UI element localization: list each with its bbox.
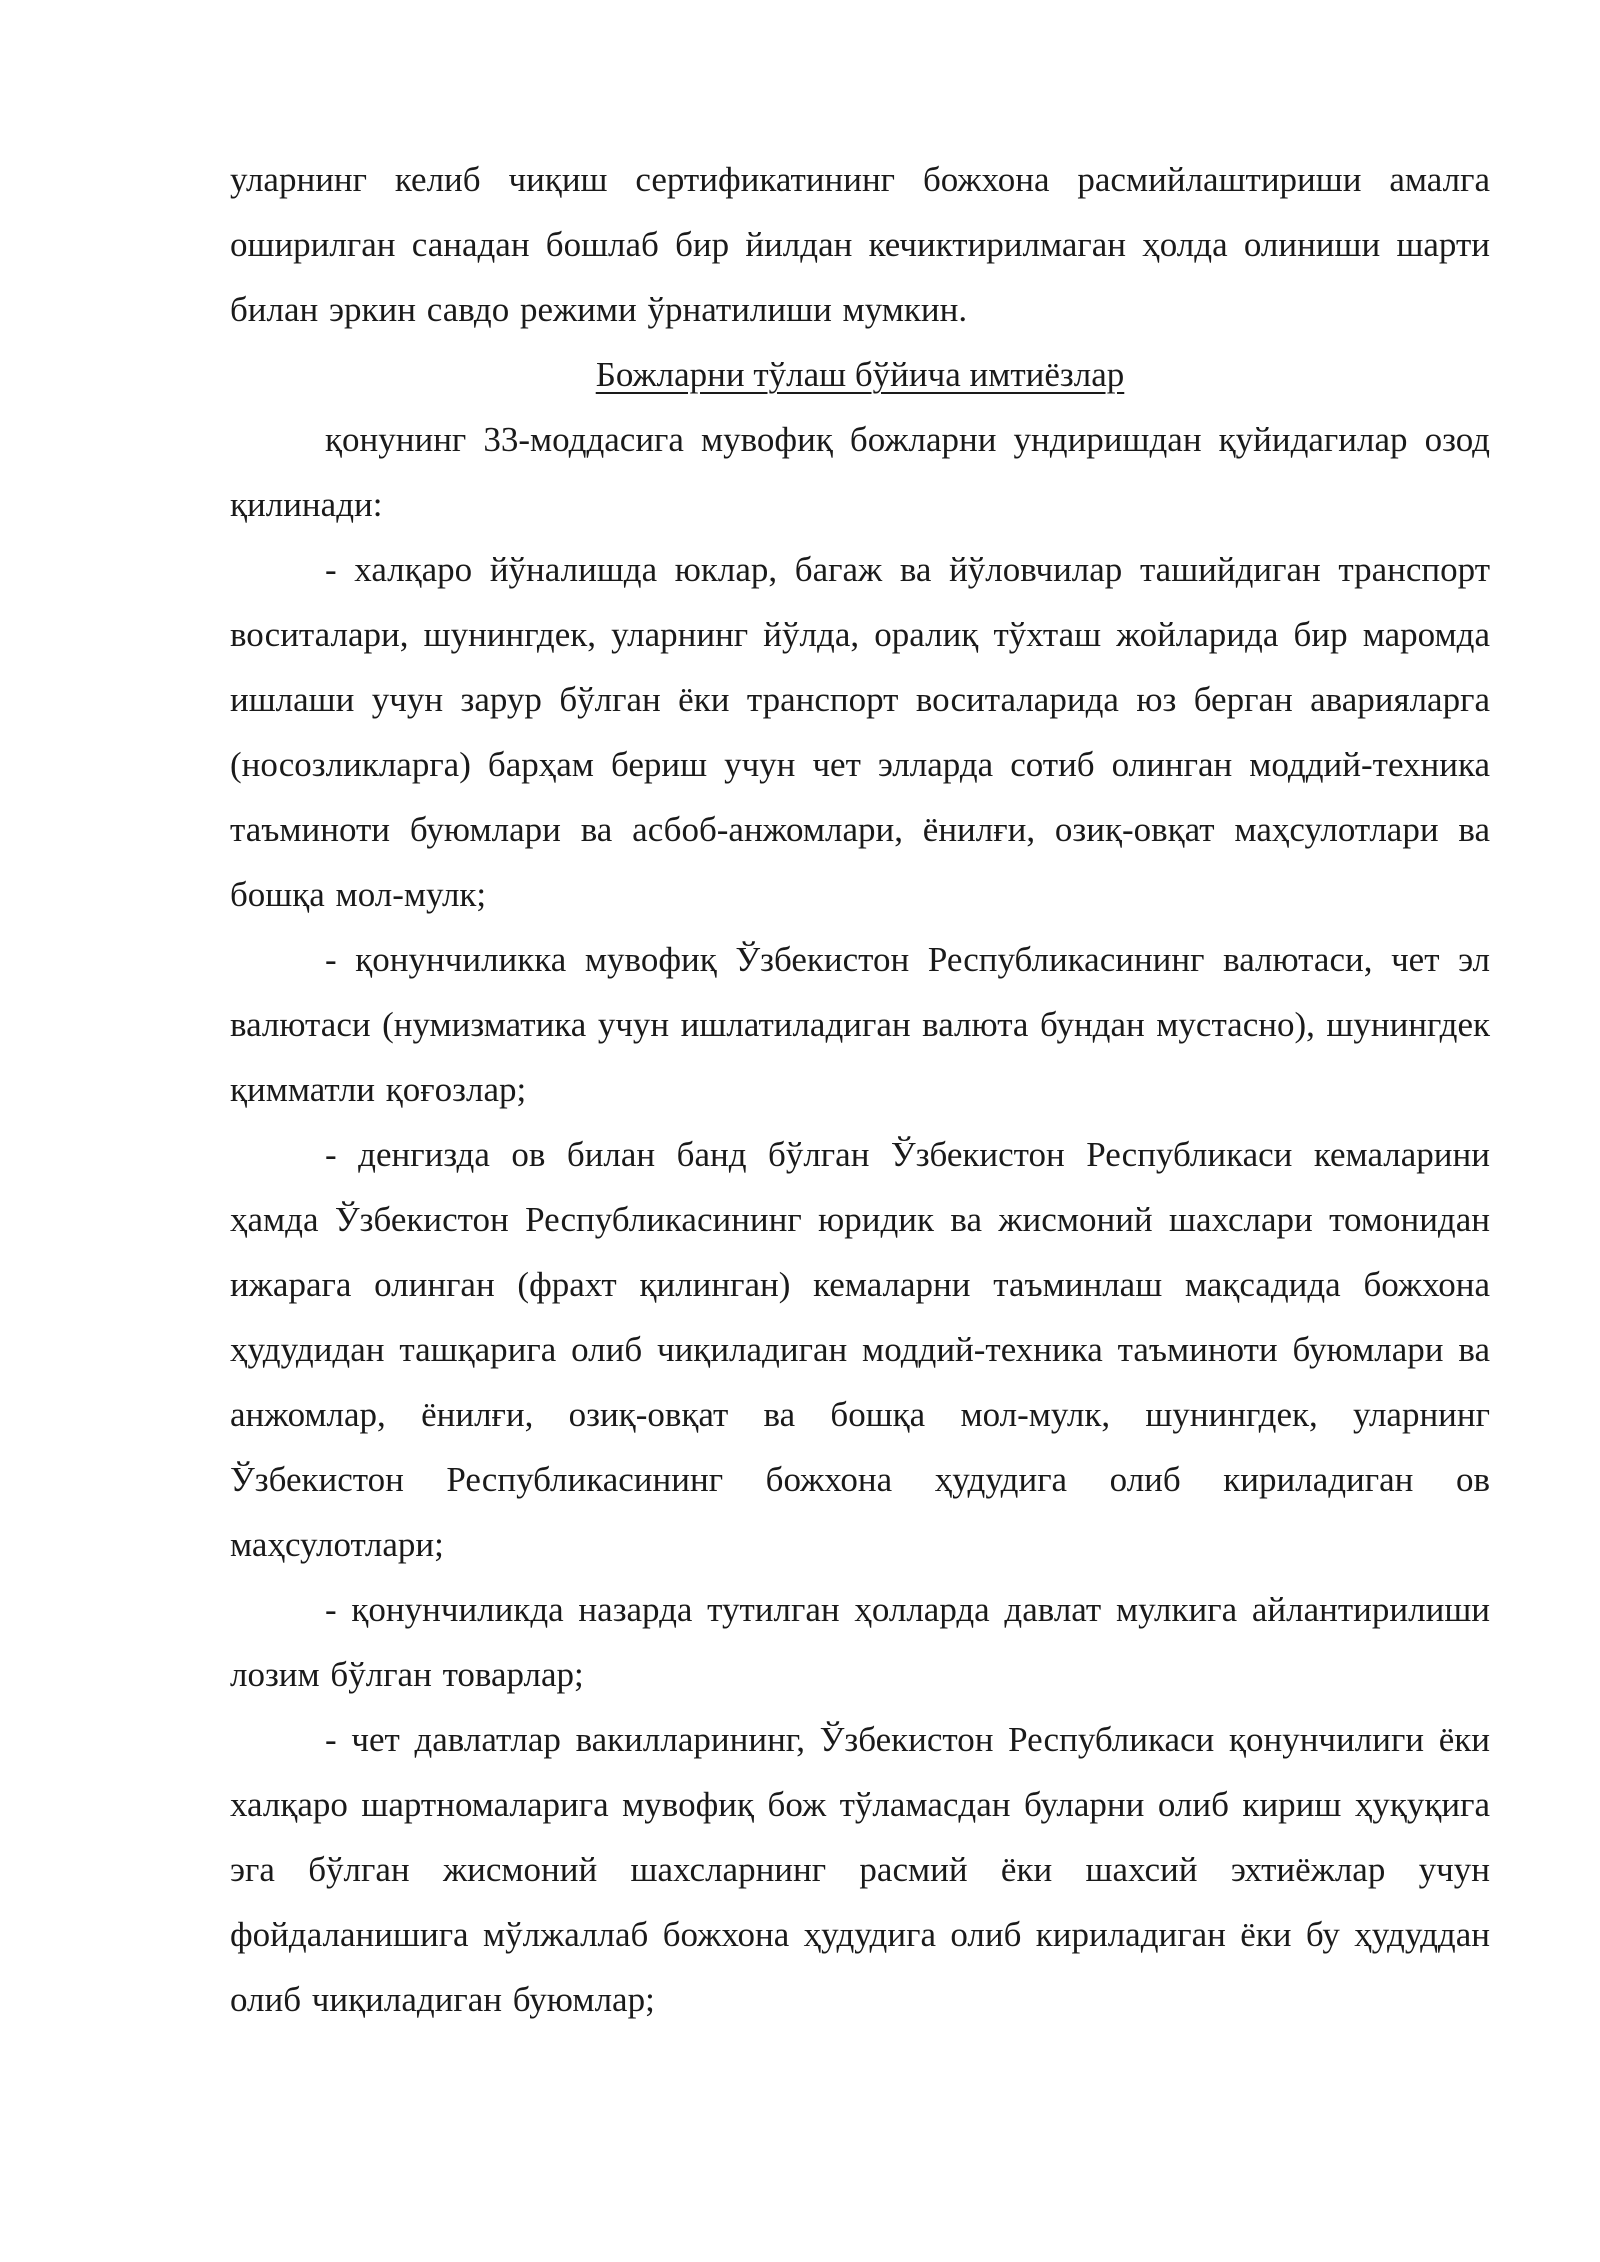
list-item-state-property: - қонунчиликда назарда тутилган ҳолларда давлат мулкига айлантирилиши лозим бўлган товарлар; (230, 1590, 1490, 1694)
list-item-transport: - халқаро йўналишда юклар, багаж ва йўловчилар ташийдиган транспорт воситалари, шунингдек, уларнинг йўлда, оралиқ тўхташ жойларида бир маромда ишлаши учун зарур бўлган ёки транспорт воситаларида юз берган аварияларга (носозликларга) барҳам бериш учун чет элларда сотиб олинган моддий-техника таъминоти буюмлари ва асбоб-анжомлари, ёнилғи, озиқ-овқат маҳсулотлари ва бошқа мол-мулк; (230, 550, 1490, 914)
paragraph-intro: қонунинг 33-моддасига мувофиқ божларни ундиришдан қуйидагилар озод қилинади: (230, 420, 1490, 524)
list-item-currency: - қонунчиликка мувофиқ Ўзбекистон Республикасининг валютаси, чет эл валютаси (нумизматика учун ишлатиладиган валюта бундан мустасно), шунингдек қимматли қоғозлар; (230, 940, 1490, 1109)
document-body (230, 147, 1490, 2032)
list-item-fishing-vessels: - денгизда ов билан банд бўлган Ўзбекистон Республикаси кемаларини ҳамда Ўзбекистон Республикасининг юридик ва жисмоний шахслари томонидан ижарага олинган (фрахт қилинган) кемаларни таъминлаш мақсадида божхона ҳудудидан ташқарига олиб чиқиладиган моддий-техника таъминоти буюмлари ва анжомлар, ёнилғи, озиқ-овқат ва бошқа мол-мулк, шунингдек, уларнинг Ўзбекистон Республикасининг божхона ҳудудига олиб кириладиган ов маҳсулотлари; (230, 1135, 1490, 1564)
paragraph-continuation: уларнинг келиб чиқиш сертификатининг божхона расмийлаштириши амалга оширилган санадан бошлаб бир йилдан кечиктирилмаган ҳолда олиниши шарти билан эркин савдо режими ўрнатилиши мумкин. (230, 160, 1490, 329)
list-item-foreign-representatives: - чет давлатлар вакилларининг, Ўзбекистон Республикаси қонунчилиги ёки халқаро шартномаларига мувофиқ бож тўламасдан буларни олиб кириш ҳуқуқига эга бўлган жисмоний шахсларнинг расмий ёки шахсий эхтиёжлар учун фойдаланишига мўлжаллаб божхона ҳудудига олиб кириладиган ёки бу ҳудуддан олиб чиқиладиган буюмлар; (230, 1720, 1490, 2019)
section-heading: Божларни тўлаш бўйича имтиёзлар (595, 355, 1125, 394)
